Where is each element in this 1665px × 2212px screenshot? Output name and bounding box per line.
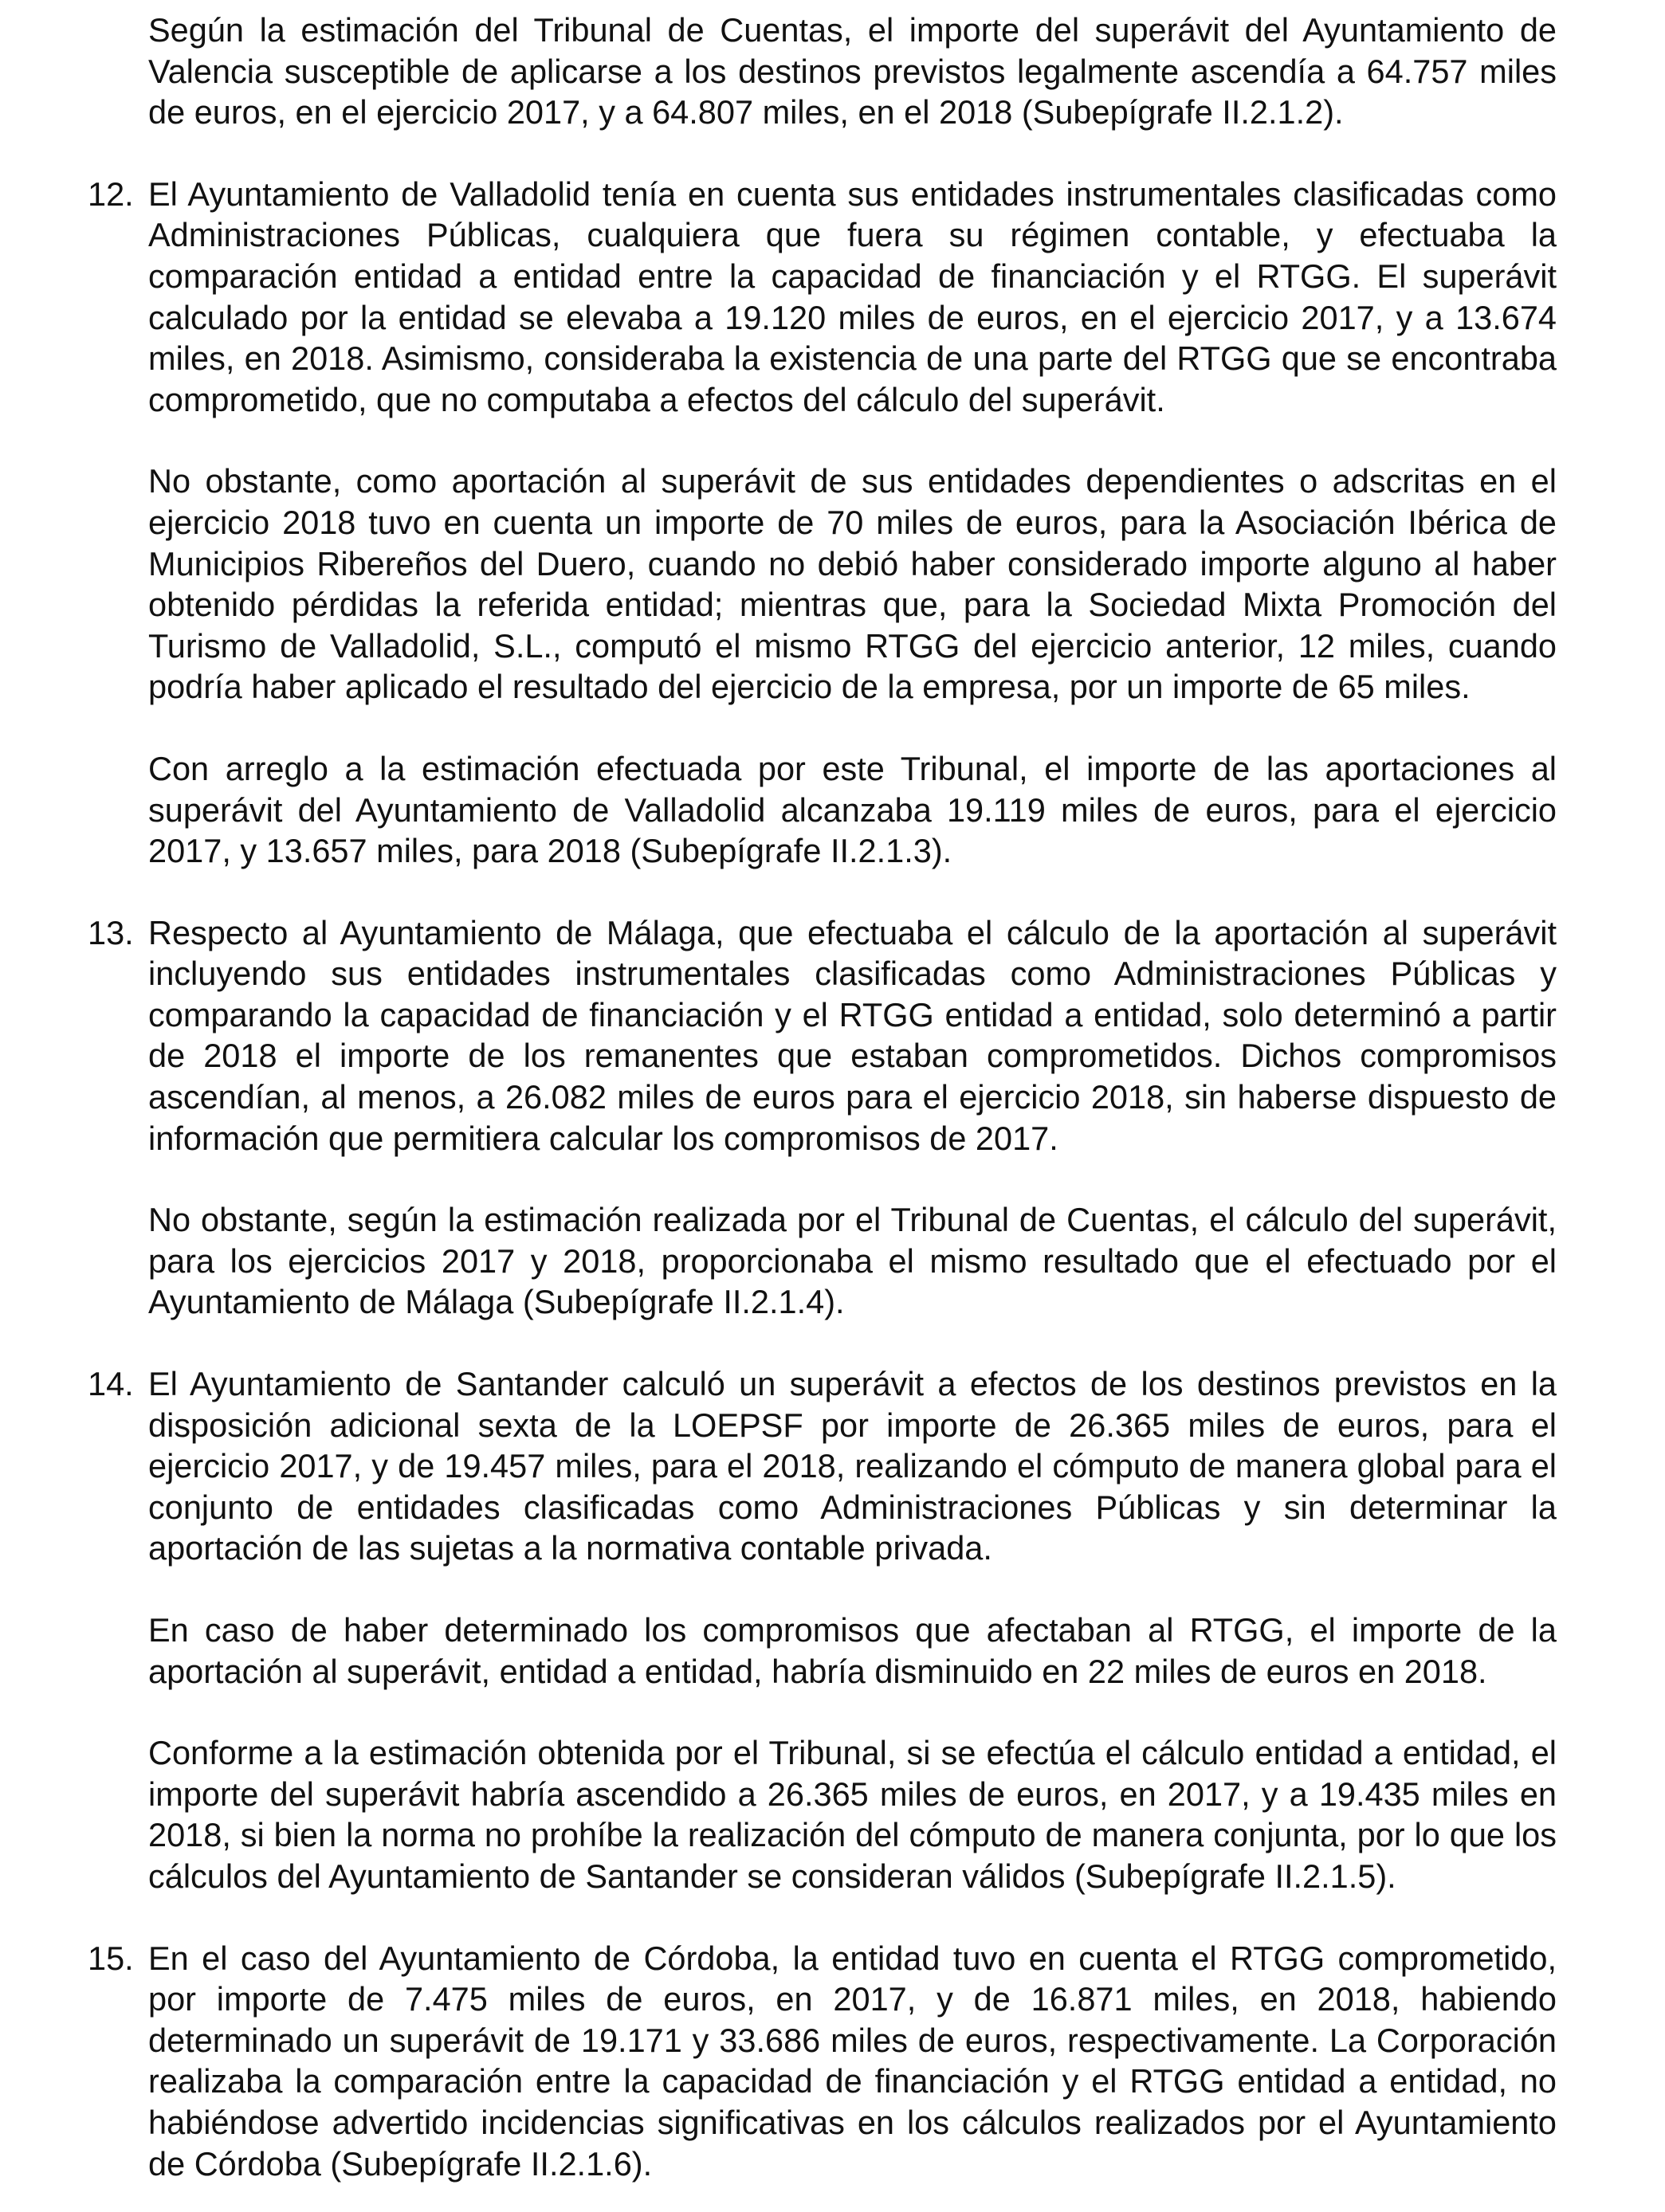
- paragraph-text: El Ayuntamiento de Valladolid tenía en cuenta sus entidades instrumentales clasificadas como Administraciones Públicas, cualquiera que fuera su régimen contable, y efectuaba la comparación entidad a entidad entre la capacidad de financiación y el RTGG. El superávit calculado por la entidad se elevaba a 19.120 miles de euros, en el ejercicio 2017, y a 13.674 miles, en 2018. Asimismo, consideraba la existencia de una parte del RTGG que se encontraba comprometido, que no computaba a efectos del cálculo del superávit.: [148, 175, 1557, 418]
- item-number: 14.: [88, 1365, 134, 1403]
- paragraph-text: Con arreglo a la estimación efectuada por este Tribunal, el importe de las aportaciones al superávit del Ayuntamiento de Valladolid alcanzaba 19.119 miles de euros, para el ejercicio 2017, y 13.657 miles, para 2018 (Subepígrafe II.2.1.3).: [148, 749, 1557, 870]
- paragraph-text: No obstante, como aportación al superávit de sus entidades dependientes o adscritas en el ejercicio 2018 tuvo en cuenta un importe de 70 miles de euros, para la Asociación Ibérica de Municipios Ribereños del Duero, cuando no debió haber considerado importe alguno al haber obtenido pérdidas la referida entidad; mientras que, para la Sociedad Mixta Promoción del Turismo de Valladolid, S.L., computó el mismo RTGG del ejercicio anterior, 12 miles, cuando podría haber aplicado el resultado del ejercicio de la empresa, por un importe de 65 miles.: [148, 462, 1557, 706]
- paragraph-text: Conforme a la estimación obtenida por el Tribunal, si se efectúa el cálculo entidad a entidad, el importe del superávit habría ascendido a 26.365 miles de euros, en 2017, y a 19.435 miles en 2018, si bien la norma no prohíbe la realización del cómputo de manera conjunta, por lo que los cálculos del Ayuntamiento de Santander se consideran válidos (Subepígrafe II.2.1.5).: [148, 1734, 1557, 1895]
- paragraph-text: En caso de haber determinado los compromisos que afectaban al RTGG, el importe de la aportación al superávit, entidad a entidad, habría disminuido en 22 miles de euros en 2018.: [148, 1611, 1557, 1690]
- paragraph-text: Según la estimación del Tribunal de Cuentas, el importe del superávit del Ayuntamiento de Valencia susceptible de aplicarse a los destinos previstos legalmente ascendía a 64.757 miles de euros, en el ejercicio 2017, y a 64.807 miles, en el 2018 (Subepígrafe II.2.1.2).: [148, 11, 1557, 131]
- paragraph-text: No obstante, según la estimación realizada por el Tribunal de Cuentas, el cálculo del superávit, para los ejercicios 2017 y 2018, proporcionaba el mismo resultado que el efectuado por el Ayuntamiento de Málaga (Subepígrafe II.2.1.4).: [148, 1201, 1557, 1321]
- paragraph-text: Respecto al Ayuntamiento de Málaga, que efectuaba el cálculo de la aportación al superávit incluyendo sus entidades instrumentales clasificadas como Administraciones Públicas y comparando la capacidad de financiación y el RTGG entidad a entidad, solo determinó a partir de 2018 el importe de los remanentes que estaban comprometidos. Dichos compromisos ascendían, al menos, a 26.082 miles de euros para el ejercicio 2018, sin haberse dispuesto de información que permitiera calcular los compromisos de 2017.: [148, 913, 1557, 1157]
- paragraph-item-12: [88, 174, 1557, 421]
- paragraph-text: En el caso del Ayuntamiento de Córdoba, la entidad tuvo en cuenta el RTGG comprometido, por importe de 7.475 miles de euros, en 2017, y de 16.871 miles, en 2018, habiendo determinado un superávit de 19.171 y 33.686 miles de euros, respectivamente. La Corporación realizaba la comparación entre la capacidad de financiación y el RTGG entidad a entidad, no habiéndose advertido incidencias significativas en los cálculos realizados por el Ayuntamiento de Córdoba (Subepígrafe II.2.1.6).: [148, 1939, 1557, 2183]
- paragraph-item-13: [88, 912, 1557, 1159]
- paragraph-valladolid-estimate: [148, 748, 1557, 872]
- paragraph-malaga-estimate: [148, 1199, 1557, 1323]
- paragraph-santander-estimate: [148, 1732, 1557, 1896]
- item-number: 13.: [88, 913, 134, 951]
- item-number: 12.: [88, 175, 134, 213]
- paragraph-item-14: [88, 1363, 1557, 1569]
- item-number: 15.: [88, 1939, 134, 1977]
- paragraph-item-15: [88, 1938, 1557, 2185]
- paragraph-valencia-estimate: [148, 10, 1557, 133]
- paragraph-valladolid-contributions: [148, 461, 1557, 708]
- paragraph-text: El Ayuntamiento de Santander calculó un superávit a efectos de los destinos previstos en la disposición adicional sexta de la LOEPSF por importe de 26.365 miles de euros, para el ejercicio 2017, y de 19.457 miles, para el 2018, realizando el cómputo de manera global para el conjunto de entidades clasificadas como Administraciones Públicas y sin determinar la aportación de las sujetas a la normativa contable privada.: [148, 1365, 1557, 1567]
- paragraph-santander-commitments: [148, 1610, 1557, 1692]
